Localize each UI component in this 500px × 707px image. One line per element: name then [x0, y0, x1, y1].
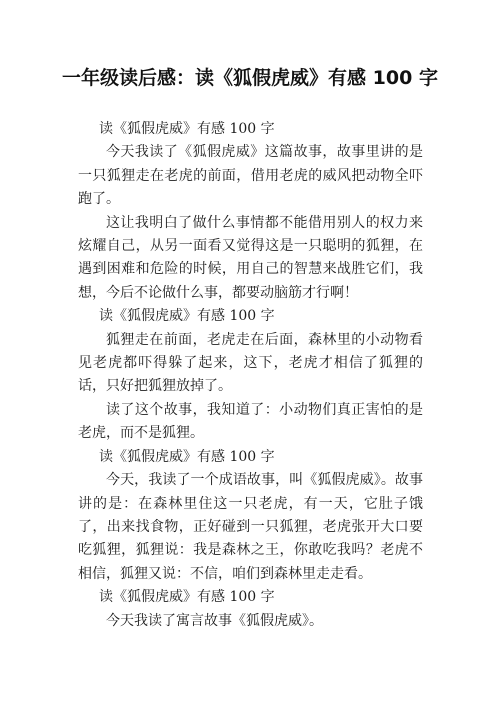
paragraph: 今天我读了《狐假虎威》这篇故事，故事里讲的是一只狐狸走在老虎的前面，借用老虎的威风把动物全吓跑了。 — [78, 144, 423, 208]
paragraph: 这让我明白了做什么事情都不能借用别人的权力来炫耀自己，从另一面看又觉得这是一只聪明的狐狸，在遇到困难和危险的时候，用自己的智慧来战胜它们，我想，今后不论做什么事，都要动脑筋才行啊！ — [78, 214, 423, 301]
section-heading: 读《狐假虎威》有感 100 字 — [99, 121, 275, 137]
paragraph: 读了这个故事，我知道了：小动物们真正害怕的是老虎，而不是狐狸。 — [78, 401, 423, 442]
paragraph: 今天我读了寓言故事《狐假虎威》。 — [106, 612, 323, 629]
section-heading: 读《狐假虎威》有感 100 字 — [99, 589, 275, 606]
section-heading: 读《狐假虎威》有感 100 字 — [99, 448, 275, 465]
paragraph: 狐狸走在前面，老虎走在后面，森林里的小动物看见老虎都吓得躲了起来，这下，老虎才相信了狐狸的话，只好把狐狸放掉了。 — [78, 331, 423, 395]
document-body — [78, 118, 423, 633]
document-title: 一年级读后感：读《狐假虎威》有感 100 字 — [62, 67, 438, 89]
section-heading: 读《狐假虎威》有感 100 字 — [99, 308, 275, 325]
paragraph: 今天，我读了一个成语故事，叫《狐假虎威》。故事讲的是：在森林里住这一只老虎，有一天，它肚子饿了，出来找食物，正好碰到一只狐狸，老虎张开大口要吃狐狸，狐狸说：我是森林之王，你敢吃我吗？老虎不相信，狐狸又说：不信，咱们到森林里走走看。 — [78, 472, 423, 582]
